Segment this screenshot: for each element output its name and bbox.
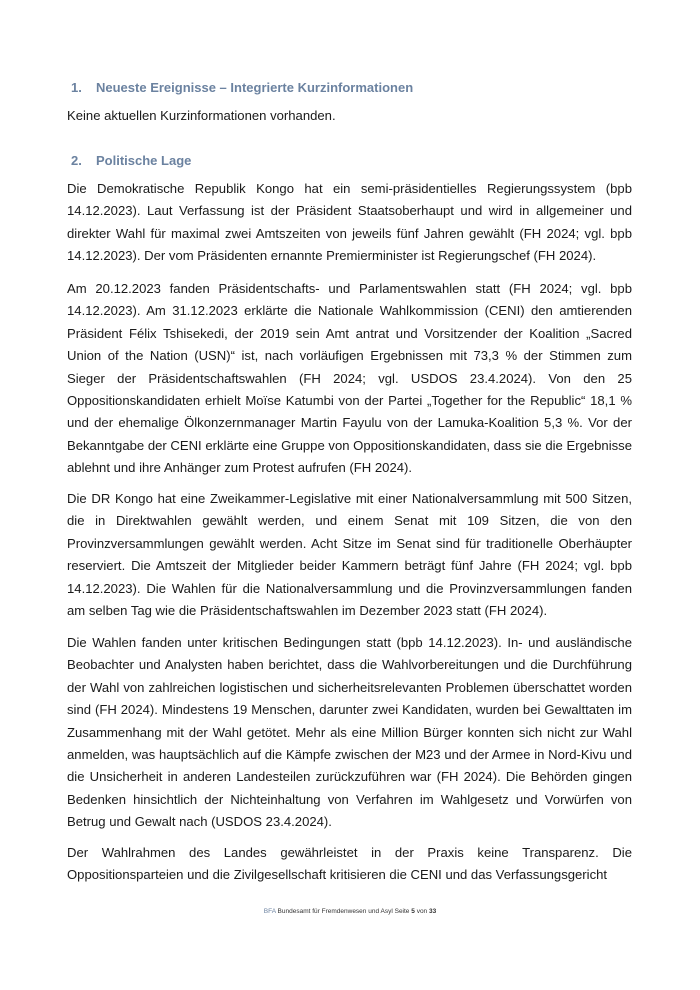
page-footer [0,908,700,915]
paragraph: Die Demokratische Republik Kongo hat ein semi-präsidentielles Regierungssystem (bpb 14.12.2023). Laut Verfassung ist der Präsident Staatsoberhaupt und wird in allgemeiner und direkter Wahl für maximal zwei Amtszeiten von jeweils fünf Jahren gewählt (FH 2024; vgl. bpb 14.12.2023). Der vom Präsidenten ernannte Premierminister ist Regierungschef (FH 2024). [67,181,632,264]
section-heading-2 [67,152,191,170]
brand-logo-text: BFA [263,908,276,915]
paragraph: Keine aktuellen Kurzinformationen vorhanden. [67,108,336,123]
section-heading-1 [67,79,413,97]
section-number: 1. [71,80,82,95]
paragraph: Die DR Kongo hat eine Zweikammer-Legislative mit einer Nationalversammlung mit 500 Sitzen, die in Direktwahlen gewählt werden, und einem Senat mit 109 Sitzen, die von den Provinzversammlungen gewählt werden. Acht Sitze im Senat sind für traditionelle Oberhäupter reserviert. Die Amtszeit der Mitglieder beider Kammern beträgt fünf Jahre (FH 2024; vgl. bpb 14.12.2023). Die Wahlen für die Nationalversammlung und die Provinzversammlungen fanden am selben Tag wie die Präsidentschaftswahlen im Dezember 2023 statt (FH 2024). [67,491,632,619]
page-number: 5 [411,908,415,915]
organization-name: Bundesamt für Fremdenwesen und Asyl [277,908,393,915]
page-label: Seite [394,908,410,915]
page-total: 33 [428,908,437,915]
section-number: 2. [71,153,82,168]
section-title: Politische Lage [96,153,192,168]
section-title: Neueste Ereignisse – Integrierte Kurzinformationen [96,80,414,95]
paragraph: Die Wahlen fanden unter kritischen Bedingungen statt (bpb 14.12.2023). In- und ausländische Beobachter und Analysten haben berichtet, dass die Wahlvorbereitungen und die Durchführung der Wahl von zahlreichen logistischen und sicherheitsrelevanten Problemen überschattet worden sind (FH 2024). Mindestens 19 Menschen, darunter zwei Kandidaten, wurden bei Gewalttaten im Zusammenhang mit der Wahl getötet. Mehr als eine Million Bürger konnten sich nicht zur Wahl anmelden, was hauptsächlich auf die Kämpfe zwischen der M23 und der Armee in Nord-Kivu und die Unsicherheit in anderen Landesteilen zurückzuführen war (FH 2024). Die Behörden gingen Bedenken hinsichtlich der Nichteinhaltung von Verfahren im Wahlgesetz und Vorwürfen von Betrug und Gewalt nach (USDOS 23.4.2024). [67,635,632,830]
of-label: von [416,908,428,915]
paragraph: Der Wahlrahmen des Landes gewährleistet in der Praxis keine Transparenz. Die Oppositionsparteien und die Zivilgesellschaft kritisieren die CENI und das Verfassungsgericht [67,845,632,883]
paragraph: Am 20.12.2023 fanden Präsidentschafts- und Parlamentswahlen statt (FH 2024; vgl. bpb 14.12.2023). Am 31.12.2023 erklärte die Nationale Wahlkommission (CENI) den amtierenden Präsident Félix Tshisekedi, der 2019 sein Amt antrat und Vorsitzender der Koalition „Sacred Union of the Nation (USN)“ ist, nach vorläufigen Ergebnissen mit 73,3 % der Stimmen zum Sieger der Präsidentschaftswahlen (FH 2024; vgl. USDOS 23.4.2024). Von den 25 Oppositionskandidaten erhielt Moïse Katumbi von der Partei „Together for the Republic“ 18,1 % und der ehemalige Ölkonzernmanager Martin Fayulu von der Lamuka-Koalition 5,3 %. Vor der Bekanntgabe der CENI erklärte eine Gruppe von Oppositionskandidaten, dass sie die Ergebnisse ablehnt und ihre Anhänger zum Protest aufrufen (FH 2024). [67,281,632,476]
